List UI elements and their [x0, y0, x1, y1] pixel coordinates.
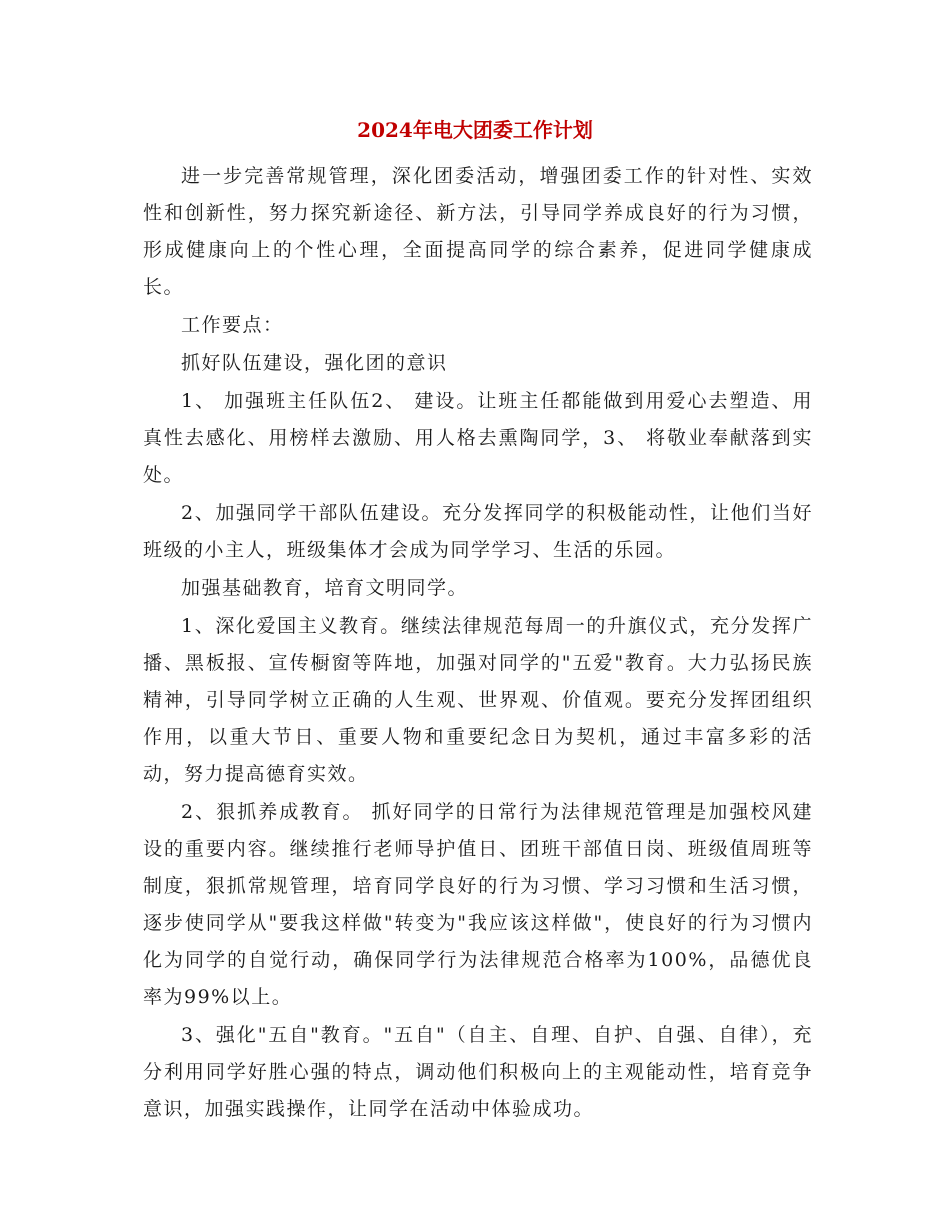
paragraph-five-self-education: 3、强化"五自"教育。"五自"（自主、自理、自护、自强、自律），充分利用同学好胜心强的特点，调动他们积极向上的主观能动性，培育竞争意识，加强实践操作，让同学在活动中体验成功。 [143, 1024, 813, 1120]
paragraph-patriotism-education: 1、深化爱国主义教育。继续法律规范每周一的升旗仪式，充分发挥广播、黑板报、宣传橱窗等阵地，加强对同学的"五爱"教育。大力弘扬民族精神，引导同学树立正确的人生观、世界观、价值观。要充分发挥团组织作用，以重大节日、重要人物和重要纪念日为契机，通过丰富多彩的活动，努力提高德育实效。 [143, 615, 813, 785]
paragraph-intro: 进一步完善常规管理，深化团委活动，增强团委工作的针对性、实效性和创新性，努力探究新途径、新方法，引导同学养成良好的行为习惯，形成健康向上的个性心理，全面提高同学的综合素养，促进同学健康成长。 [143, 165, 813, 298]
paragraph-team-building-heading: 抓好队伍建设，强化团的意识 [181, 352, 448, 374]
document-title: 2024年电大团委工作计划 [357, 118, 593, 142]
paragraph-habit-education: 2、狠抓养成教育。 抓好同学的日常行为法律规范管理是加强校风建设的重要内容。继续推行老师导护值日、团班干部值日岗、班级值周班等制度，狠抓常规管理，培育同学良好的行为习惯、学习习惯和生活习惯，逐步使同学从"要我这样做"转变为"我应该这样做"，使良好的行为习惯内化为同学的自觉行动，确保同学行为法律规范合格率为100%，品德优良率为99%以上。 [143, 801, 813, 1008]
paragraph-head-teacher-team: 1、 加强班主任队伍2、 建设。让班主任都能做到用爱心去塑造、用真性去感化、用榜样去激励、用人格去熏陶同学，3、 将敬业奉献落到实处。 [143, 390, 813, 486]
document-body [143, 158, 813, 1128]
paragraph-work-points-heading: 工作要点： [181, 314, 284, 336]
paragraph-student-cadre-team: 2、加强同学干部队伍建设。充分发挥同学的积极能动性，让他们当好班级的小主人，班级集体才会成为同学学习、生活的乐园。 [143, 502, 813, 561]
paragraph-basic-education-heading: 加强基础教育，培育文明同学。 [181, 577, 469, 599]
